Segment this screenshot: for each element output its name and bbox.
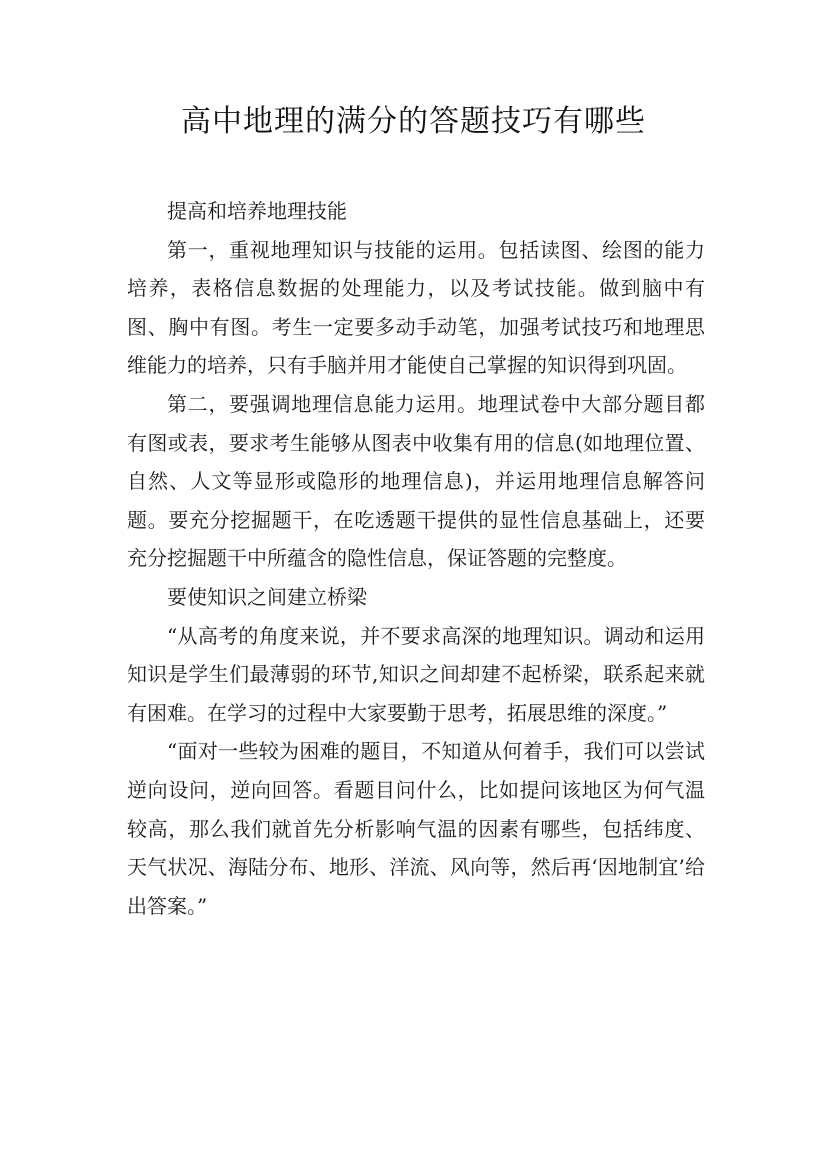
paragraph: “从高考的角度来说，并不要求高深的地理知识。调动和运用知识是学生们最薄弱的环节,知识之间却建不起桥梁，联系起来就有困难。在学习的过程中大家要勤于思考，拓展思维的深度。” xyxy=(127,623,705,725)
document-body xyxy=(127,192,705,925)
paragraph: 第一，重视地理知识与技能的运用。包括读图、绘图的能力培养，表格信息数据的处理能力，以及考试技能。做到脑中有图、胸中有图。考生一定要多动手动笔，加强考试技巧和地理思维能力的培养，只有手脑并用才能使自己掌握的知识得到巩固。 xyxy=(127,237,705,378)
section-heading: 要使知识之间建立桥梁 xyxy=(167,584,367,609)
paragraph: “面对一些较为困难的题目，不知道从何着手，我们可以尝试逆向设问，逆向回答。看题目问什么，比如提问该地区为何气温较高，那么我们就首先分析影响气温的因素有哪些，包括纬度、天气状况、海陆分布、地形、洋流、风向等，然后再‘因地制宜’给出答案。” xyxy=(127,739,705,918)
paragraph: 第二，要强调地理信息能力运用。地理试卷中大部分题目都有图或表，要求考生能够从图表中收集有用的信息(如地理位置、自然、人文等显形或隐形的地理信息)，并运用地理信息解答问题。要充分挖掘题干，在吃透题干提供的显性信息基础上，还要充分挖掘题干中所蕴含的隐性信息，保证答题的完整度。 xyxy=(127,391,705,571)
document-title: 高中地理的满分的答题技巧有哪些 xyxy=(181,104,646,139)
section-heading: 提高和培养地理技能 xyxy=(167,199,347,223)
